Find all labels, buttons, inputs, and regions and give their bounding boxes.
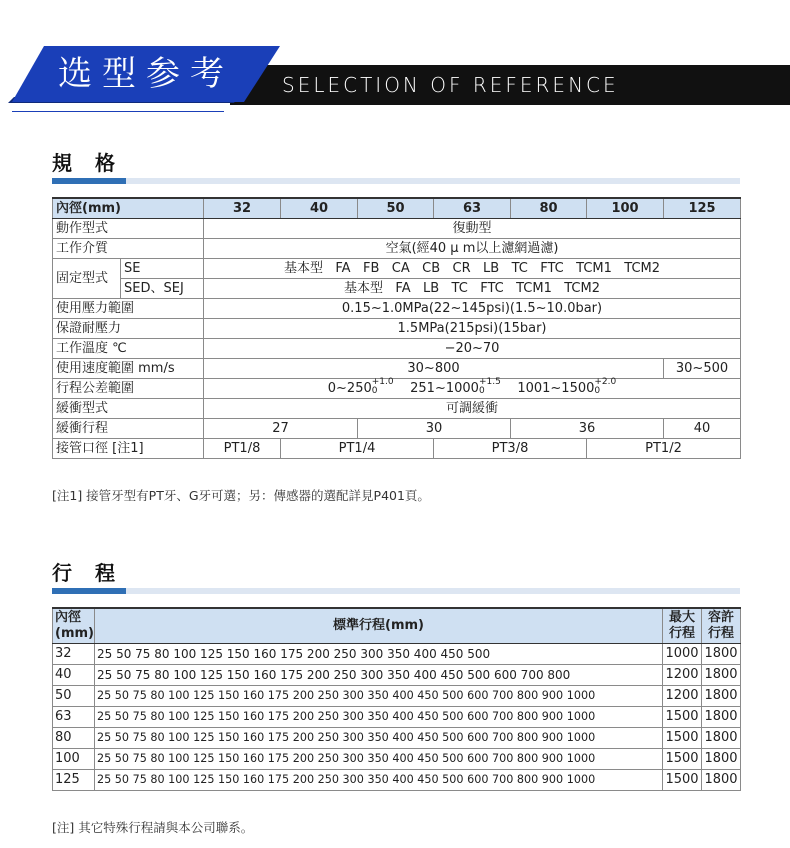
- spec-value: −20~70: [204, 339, 741, 359]
- spec-value: 27: [204, 419, 358, 439]
- stroke-header-standard: 標準行程(mm): [95, 608, 663, 644]
- stroke-heading-accent: [52, 588, 126, 594]
- spec-row-proof: [53, 319, 741, 339]
- stroke-allow: 1800: [702, 644, 741, 665]
- spec-label: 緩衝型式: [53, 399, 204, 419]
- spec-value: 基本型 FA FB CA CB CR LB TC FTC TCM1 TCM2: [204, 259, 741, 279]
- header-banner: [0, 0, 790, 120]
- banner-title-en: SELECTION OF REFERENCE: [282, 73, 619, 97]
- spec-row-mount-sej: [53, 279, 741, 299]
- spec-header-100: 100: [587, 198, 664, 219]
- spec-label: 使用壓力範圍: [53, 299, 204, 319]
- spec-label: 行程公差範圍: [53, 379, 204, 399]
- spec-value: 1.5MPa(215psi)(15bar): [204, 319, 741, 339]
- spec-row-medium: [53, 239, 741, 259]
- spec-heading-rule: [52, 178, 740, 184]
- stroke-row-32: [53, 644, 741, 665]
- stroke-row-50: [53, 686, 741, 707]
- stroke-bore: 50: [53, 686, 95, 707]
- stroke-max: 1200: [663, 665, 702, 686]
- stroke-header-row: [53, 608, 741, 644]
- stroke-heading-rule: [52, 588, 740, 594]
- spec-header-125: 125: [664, 198, 741, 219]
- spec-header-bore: 內徑(mm): [53, 198, 204, 219]
- stroke-bore: 125: [53, 770, 95, 791]
- tolerance-1: 0~250 $^{+1.0 0}$: [327, 377, 394, 396]
- spec-header-32: 32: [204, 198, 281, 219]
- spec-label: 工作介質: [53, 239, 204, 259]
- stroke-allow: 1800: [702, 686, 741, 707]
- stroke-bore: 32: [53, 644, 95, 665]
- stroke-allow: 1800: [702, 749, 741, 770]
- spec-row-cushion-stroke: [53, 419, 741, 439]
- stroke-bore: 80: [53, 728, 95, 749]
- spec-value: 空氣(經40 μ m以上濾網過濾): [204, 239, 741, 259]
- stroke-header-bore: 內徑(mm): [53, 608, 95, 644]
- stroke-max: 1500: [663, 707, 702, 728]
- spec-label: 固定型式: [53, 259, 121, 299]
- banner-underline: [12, 111, 224, 112]
- spec-row-speed: [53, 359, 741, 379]
- spec-value-125: 30~500: [664, 359, 741, 379]
- spec-label: 緩衝行程: [53, 419, 204, 439]
- stroke-bore: 63: [53, 707, 95, 728]
- spec-value-tolerance: [204, 379, 741, 399]
- spec-row-cushion-type: [53, 399, 741, 419]
- stroke-list: 25 50 75 80 100 125 150 160 175 200 250 300 350 400 450 500 600 700 800 900 1000: [95, 728, 663, 749]
- spec-table: [52, 197, 741, 459]
- stroke-table: [52, 607, 741, 791]
- spec-value: PT1/8: [204, 439, 281, 459]
- spec-value: 0.15~1.0MPa(22~145psi)(1.5~10.0bar): [204, 299, 741, 319]
- spec-note: [注1] 接管牙型有PT牙、G牙可選；另：傳感器的選配詳見P401頁。: [52, 488, 430, 503]
- stroke-bore: 40: [53, 665, 95, 686]
- spec-row-port: [53, 439, 741, 459]
- spec-heading-accent: [52, 178, 126, 184]
- spec-value: 40: [664, 419, 741, 439]
- spec-value: 基本型 FA LB TC FTC TCM1 TCM2: [204, 279, 741, 299]
- spec-value: PT1/4: [281, 439, 434, 459]
- spec-value: 復動型: [204, 219, 741, 239]
- stroke-allow: 1800: [702, 728, 741, 749]
- stroke-header-max: 最大行程: [663, 608, 702, 644]
- spec-value: 36: [511, 419, 664, 439]
- stroke-list: 25 50 75 80 100 125 150 160 175 200 250 300 350 400 450 500 600 700 800 900 1000: [95, 707, 663, 728]
- stroke-row-100: [53, 749, 741, 770]
- spec-label: 接管口徑 [注1]: [53, 439, 204, 459]
- spec-header-50: 50: [358, 198, 434, 219]
- spec-label: 保證耐壓力: [53, 319, 204, 339]
- stroke-row-125: [53, 770, 741, 791]
- spec-sublabel: SE: [121, 259, 204, 279]
- spec-label: 動作型式: [53, 219, 204, 239]
- spec-row-mount-se: [53, 259, 741, 279]
- stroke-max: 1500: [663, 749, 702, 770]
- stroke-note: [注] 其它特殊行程請與本公司聯系。: [52, 820, 254, 835]
- spec-label: 使用速度範圍 mm/s: [53, 359, 204, 379]
- spec-value: 30: [358, 419, 511, 439]
- stroke-heading: 行 程: [52, 561, 123, 585]
- stroke-row-80: [53, 728, 741, 749]
- tolerance-3: 1001~1500 $^{+2.0 0}$: [517, 377, 617, 396]
- spec-sublabel: SED、SEJ: [121, 279, 204, 299]
- spec-row-pressure: [53, 299, 741, 319]
- spec-row-tolerance: [53, 379, 741, 399]
- stroke-bore: 100: [53, 749, 95, 770]
- tolerance-2: 251~1000 $^{+1.5 0}$: [410, 377, 501, 396]
- spec-label: 工作溫度 ℃: [53, 339, 204, 359]
- stroke-header-allow: 容許行程: [702, 608, 741, 644]
- stroke-allow: 1800: [702, 770, 741, 791]
- stroke-max: 1000: [663, 644, 702, 665]
- stroke-allow: 1800: [702, 665, 741, 686]
- spec-row-temp: [53, 339, 741, 359]
- stroke-list: 25 50 75 80 100 125 150 160 175 200 250 300 350 400 450 500 600 700 800 900 1000: [95, 686, 663, 707]
- spec-header-row: [53, 198, 741, 219]
- spec-header-80: 80: [511, 198, 587, 219]
- banner-title-cn: 选型参考: [58, 54, 234, 94]
- stroke-max: 1500: [663, 728, 702, 749]
- spec-value: 30~800: [204, 359, 664, 379]
- spec-heading: 規 格: [52, 151, 123, 175]
- spec-value: 可調緩衝: [204, 399, 741, 419]
- stroke-row-63: [53, 707, 741, 728]
- spec-header-40: 40: [281, 198, 358, 219]
- stroke-max: 1200: [663, 686, 702, 707]
- stroke-allow: 1800: [702, 707, 741, 728]
- stroke-max: 1500: [663, 770, 702, 791]
- spec-row-action: [53, 219, 741, 239]
- spec-value: PT1/2: [587, 439, 741, 459]
- stroke-row-40: [53, 665, 741, 686]
- stroke-list: 25 50 75 80 100 125 150 160 175 200 250 300 350 400 450 500 600 700 800 900 1000: [95, 770, 663, 791]
- stroke-list: 25 50 75 80 100 125 150 160 175 200 250 300 350 400 450 500: [95, 644, 663, 665]
- stroke-list: 25 50 75 80 100 125 150 160 175 200 250 300 350 400 450 500 600 700 800 900 1000: [95, 749, 663, 770]
- stroke-list: 25 50 75 80 100 125 150 160 175 200 250 300 350 400 450 500 600 700 800: [95, 665, 663, 686]
- spec-header-63: 63: [434, 198, 511, 219]
- spec-value: PT3/8: [434, 439, 587, 459]
